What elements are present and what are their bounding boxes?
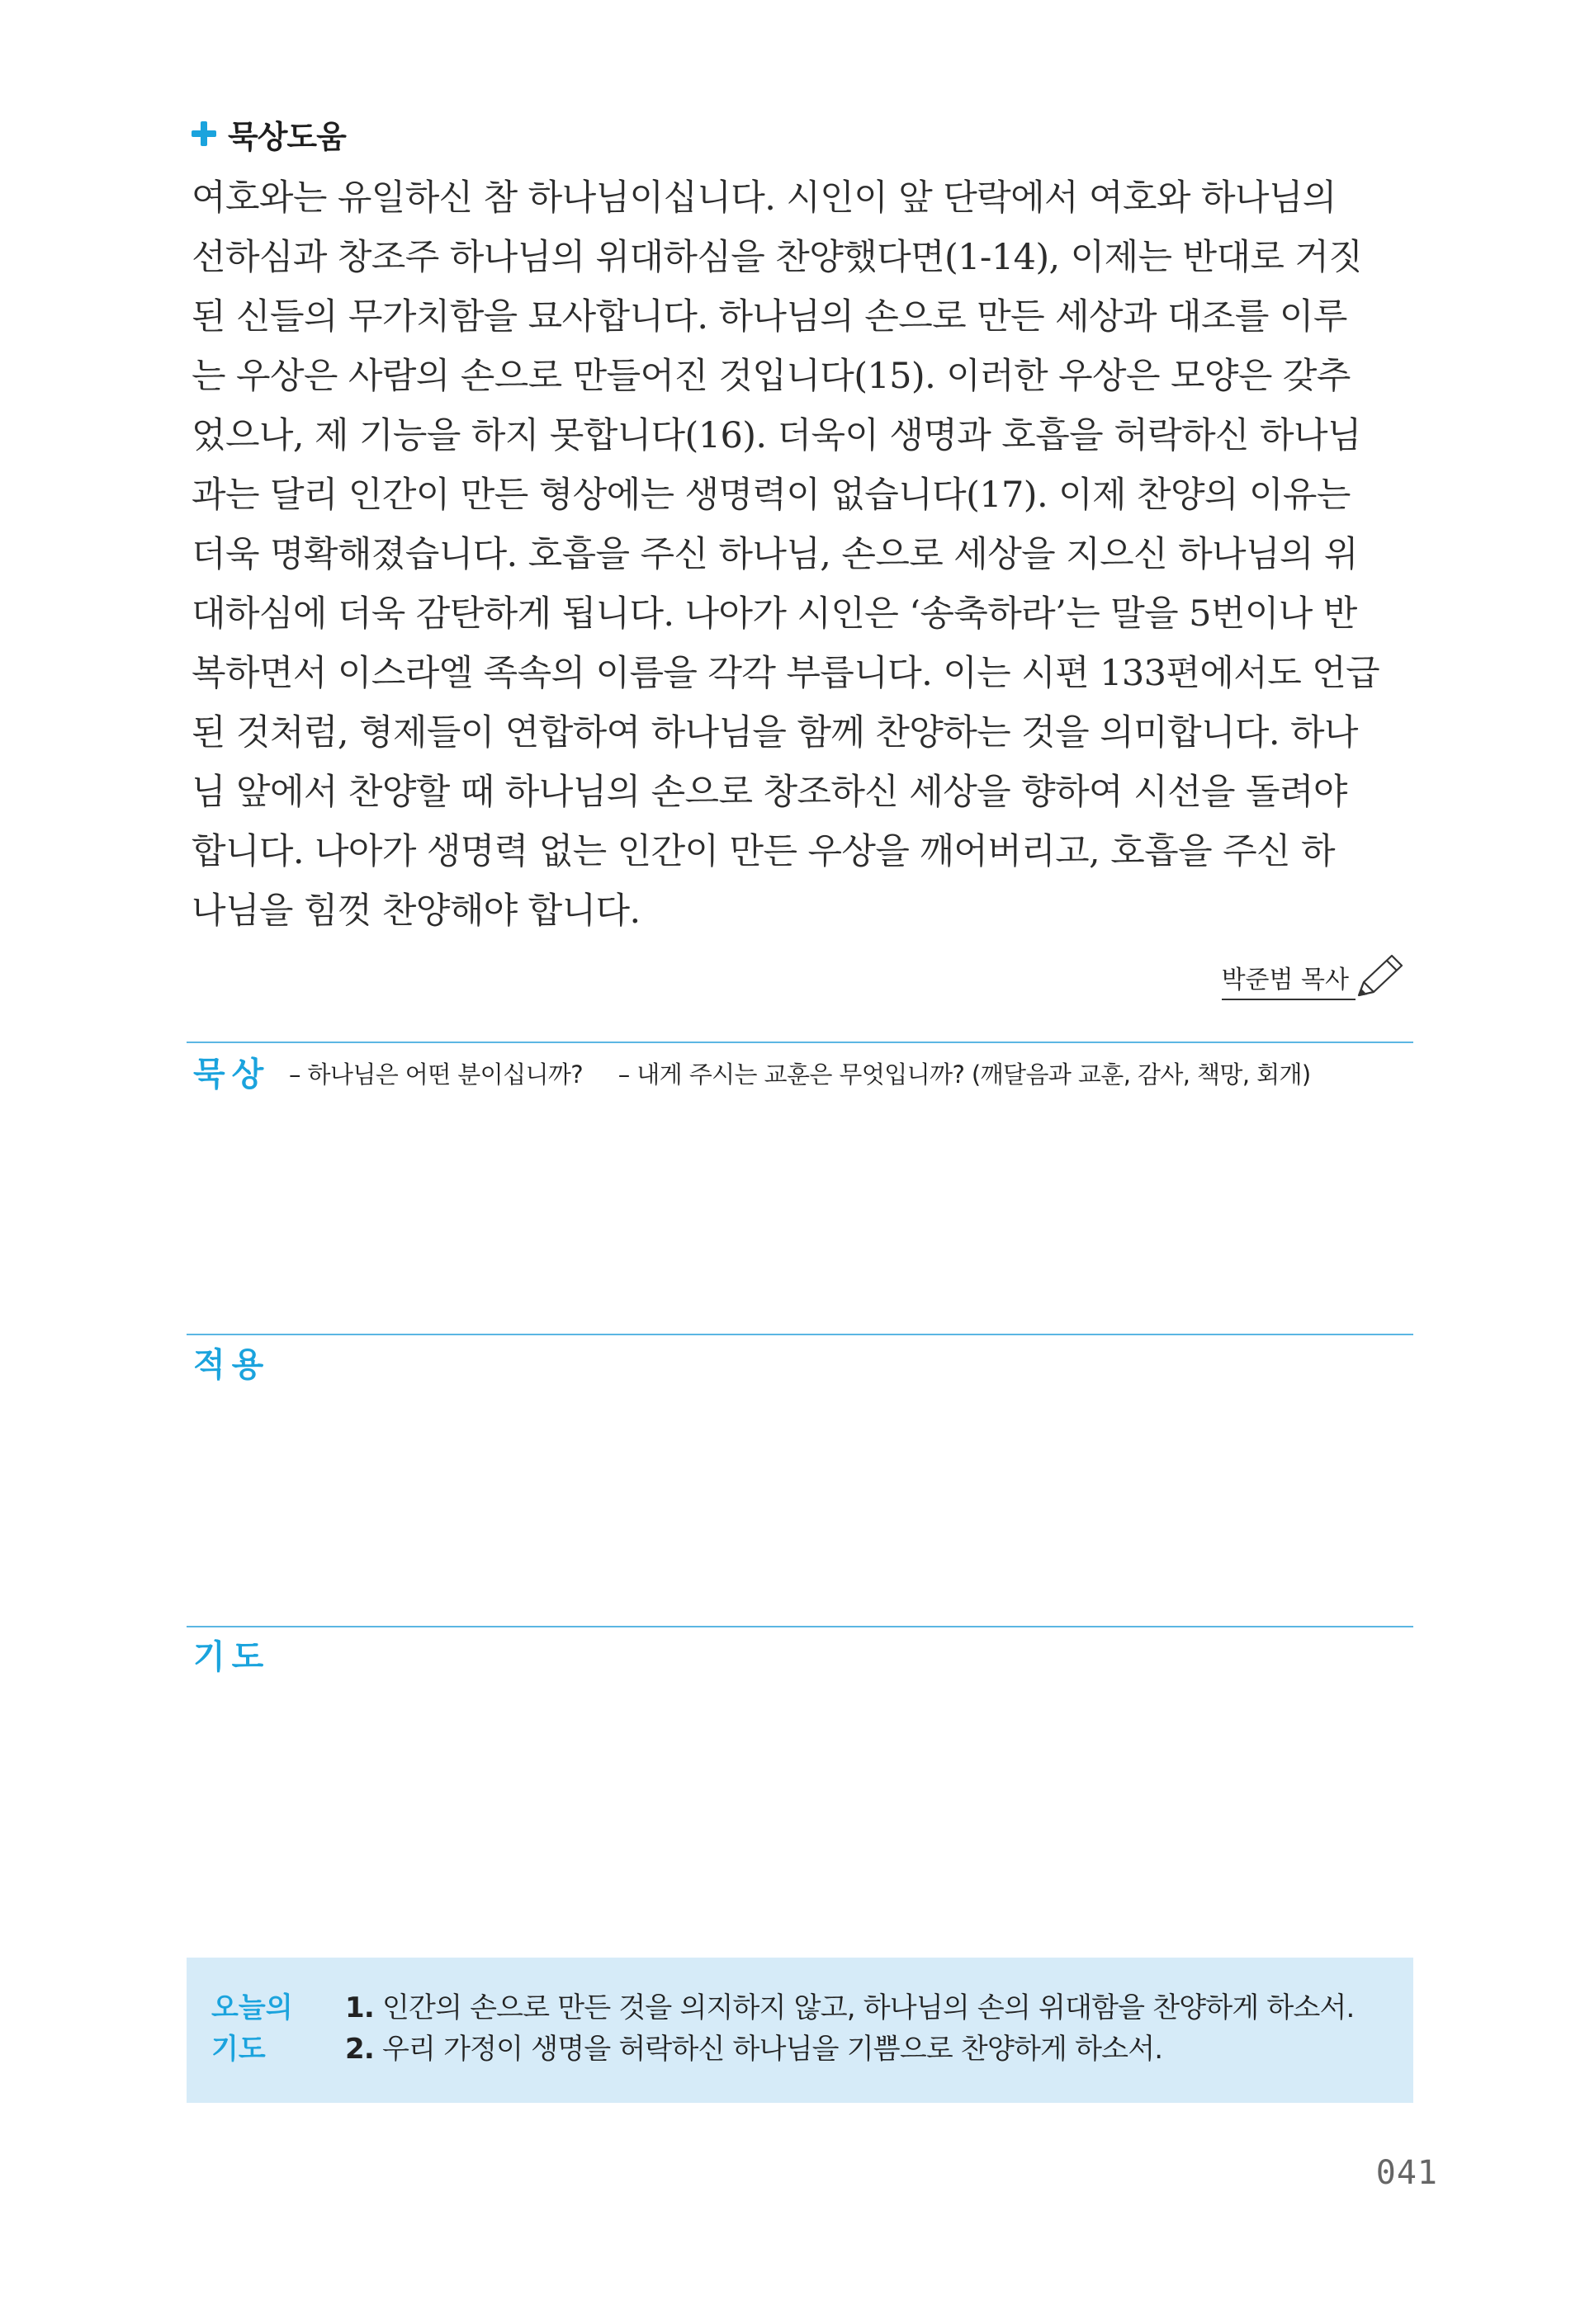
pencil-icon bbox=[1354, 952, 1407, 1000]
body-line: 복하면서 이스라엘 족속의 이름을 각각 부릅니다. 이는 시편 133편에서도 언급 bbox=[192, 653, 1380, 694]
todays-prayer-items bbox=[345, 1987, 1355, 2070]
prayer-item-number: 1. bbox=[345, 1991, 374, 2024]
body-line: 과는 달리 인간이 만든 형상에는 생명력이 없습니다(17). 이제 찬양의 이유는 bbox=[192, 475, 1351, 516]
gido-label: 기도 bbox=[193, 1638, 271, 1676]
muksang-prompts bbox=[289, 1056, 1339, 1090]
muksang-divider bbox=[187, 1042, 1413, 1043]
todays-prayer-box bbox=[187, 1958, 1413, 2103]
jeogyong-divider bbox=[187, 1334, 1413, 1335]
prayer-item bbox=[345, 2029, 1355, 2070]
devotional-help-heading bbox=[192, 109, 346, 158]
prayer-item bbox=[345, 1987, 1355, 2029]
body-line: 된 것처럼, 형제들이 연합하여 하나님을 함께 찬양하는 것을 의미합니다. 하나 bbox=[192, 712, 1358, 753]
todays-prayer-label-line1: 오늘의 bbox=[211, 1991, 293, 2024]
body-line: 더욱 명확해졌습니다. 호흡을 주신 하나님, 손으로 세상을 지으신 하나님의 위 bbox=[192, 534, 1358, 575]
prayer-item-text: 인간의 손으로 만든 것을 의지하지 않고, 하나님의 손의 위대함을 찬양하게 하소서. bbox=[373, 1991, 1355, 2024]
heading-title: 묵상도움 bbox=[228, 118, 346, 155]
body-line: 여호와는 유일하신 참 하나님이십니다. 시인이 앞 단락에서 여호와 하나님의 bbox=[192, 177, 1337, 219]
muksang-label: 묵상 bbox=[193, 1056, 271, 1094]
todays-prayer-label-line2: 기도 bbox=[211, 2033, 266, 2066]
body-line: 된 신들의 무가치함을 묘사합니다. 하나님의 손으로 만든 세상과 대조를 이루 bbox=[192, 296, 1347, 338]
muksang-prompt-2: – 내게 주시는 교훈은 무엇입니까? (깨달음과 교훈, 감사, 책망, 회개) bbox=[617, 1060, 1311, 1089]
jeogyong-label: 적용 bbox=[193, 1346, 271, 1384]
body-line: 대하심에 더욱 감탄하게 됩니다. 나아가 시인은 ‘송축하라’는 말을 5번이나 반 bbox=[192, 593, 1357, 635]
todays-prayer-label bbox=[211, 1987, 293, 2070]
plus-icon bbox=[192, 121, 216, 146]
body-line: 합니다. 나아가 생명력 없는 인간이 만든 우상을 깨어버리고, 호흡을 주신 하 bbox=[192, 831, 1335, 872]
gido-divider bbox=[187, 1626, 1413, 1627]
body-line: 었으나, 제 기능을 하지 못합니다(16). 더욱이 생명과 호흡을 허락하신 하나님 bbox=[192, 415, 1361, 456]
page-number: 041 bbox=[1375, 2154, 1438, 2192]
prayer-item-number: 2. bbox=[345, 2033, 374, 2066]
body-line: 선하심과 창조주 하나님의 위대하심을 찬양했다면(1-14), 이제는 반대로 거짓 bbox=[192, 237, 1363, 278]
prayer-item-text: 우리 가정이 생명을 허락하신 하나님을 기쁨으로 찬양하게 하소서. bbox=[373, 2033, 1163, 2066]
body-line: 는 우상은 사람의 손으로 만들어진 것입니다(15). 이러한 우상은 모양은 갖추 bbox=[192, 356, 1351, 397]
author-signature bbox=[1222, 952, 1407, 1000]
author-name: 박준범 목사 bbox=[1222, 959, 1356, 1000]
body-line: 님 앞에서 찬양할 때 하나님의 손으로 창조하신 세상을 향하여 시선을 돌려야 bbox=[192, 772, 1347, 813]
muksang-prompt-1: – 하나님은 어떤 분이십니까? bbox=[289, 1060, 584, 1089]
body-line: 나님을 힘껏 찬양해야 합니다. bbox=[192, 890, 641, 932]
devotional-body bbox=[192, 168, 1413, 941]
